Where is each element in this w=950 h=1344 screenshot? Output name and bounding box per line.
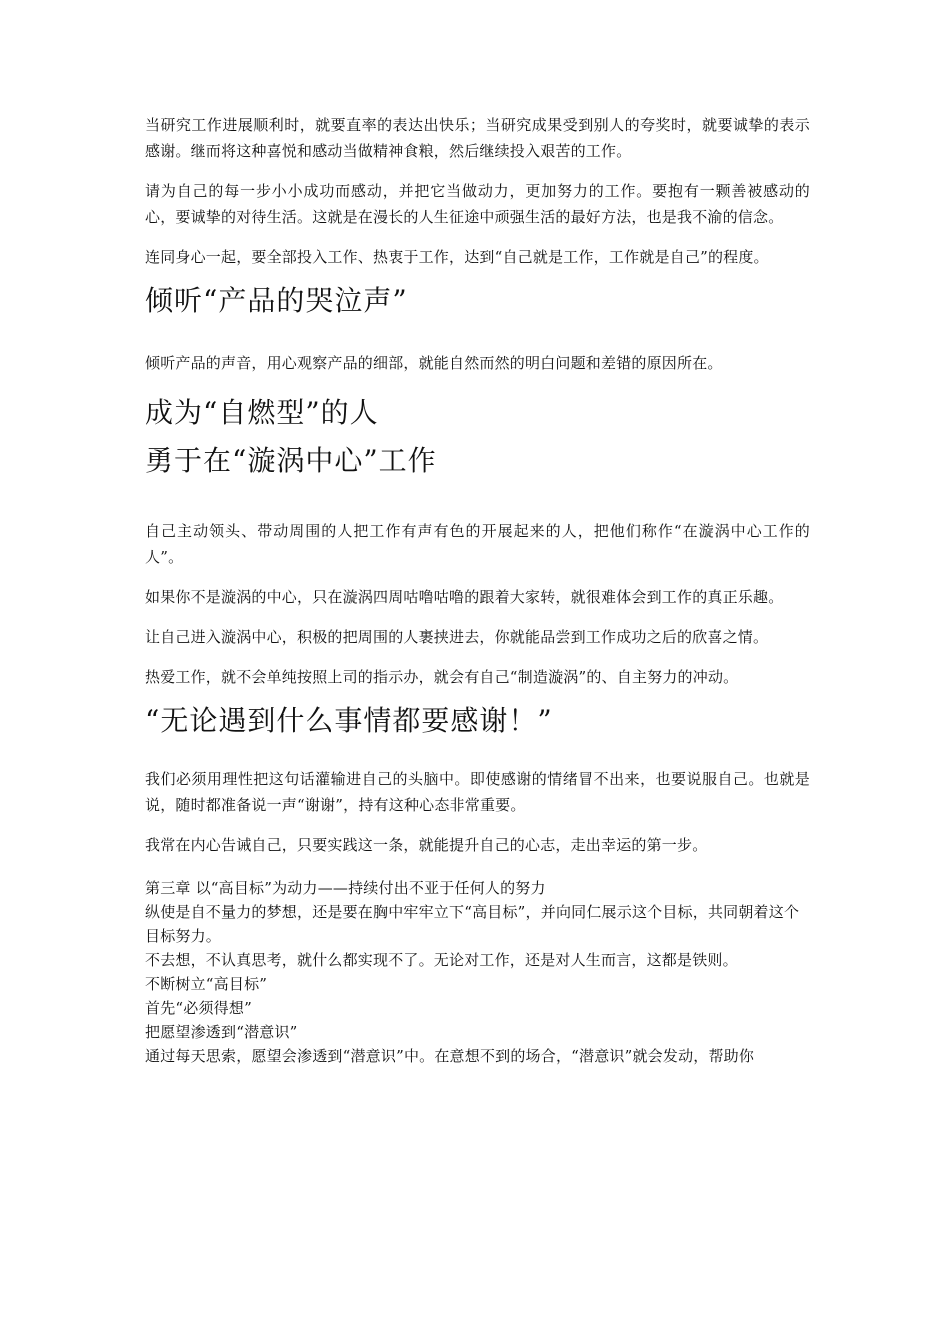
paragraph: 我常在内心告诫自己，只要实践这一条，就能提升自己的心志，走出幸运的第一步。 bbox=[145, 836, 708, 854]
text-line: 通过每天思索，愿望会渗透到“潜意识”中。在意想不到的场合，“潜意识”就会发动，帮助你 bbox=[145, 1047, 755, 1065]
subheading-line: 把愿望渗透到“潜意识” bbox=[145, 1023, 298, 1041]
document-body bbox=[145, 112, 810, 1068]
section-heading: 勇于在“漩涡中心”工作 bbox=[145, 444, 437, 477]
paragraph: 连同身心一起，要全部投入工作、热衷于工作，达到“自己就是工作，工作就是自己”的程度。 bbox=[145, 248, 769, 266]
section-heading: “无论遇到什么事情都要感谢！” bbox=[145, 704, 553, 737]
section-heading: 倾听“产品的哭泣声” bbox=[145, 284, 408, 317]
paragraph: 让自己进入漩涡中心，积极的把周围的人裹挟进去，你就能品尝到工作成功之后的欣喜之情。 bbox=[145, 628, 769, 646]
text-line: 纵使是自不量力的梦想，还是要在胸中牢牢立下“高目标”，并向同仁展示这个目标，共同朝着这个目标努力。 bbox=[145, 903, 800, 945]
paragraph: 热爱工作，就不会单纯按照上司的指示办，就会有自己“制造漩涡”的、自主努力的冲动。 bbox=[145, 668, 739, 686]
paragraph: 倾听产品的声音，用心观察产品的细部，就能自然而然的明白问题和差错的原因所在。 bbox=[145, 354, 723, 372]
paragraph: 当研究工作进展顺利时，就要直率的表达出快乐；当研究成果受到别人的夸奖时，就要诚挚的表示感谢。继而将这种喜悦和感动当做精神食粮，然后继续投入艰苦的工作。 bbox=[145, 116, 810, 160]
subheading-line: 不断树立“高目标” bbox=[145, 975, 268, 993]
text-line: 不去想，不认真思考，就什么都实现不了。无论对工作，还是对人生而言，这都是铁则。 bbox=[145, 951, 738, 969]
paragraph: 如果你不是漩涡的中心，只在漩涡四周咕噜咕噜的跟着大家转，就很难体会到工作的真正乐趣。 bbox=[145, 588, 784, 606]
chapter-title: 第三章 以“高目标”为动力——持续付出不亚于任何人的努力 bbox=[145, 879, 546, 897]
paragraph: 自己主动领头、带动周围的人把工作有声有色的开展起来的人，把他们称作“在漩涡中心工作的人”。 bbox=[145, 522, 810, 566]
section-heading: 成为“自燃型”的人 bbox=[145, 396, 379, 429]
subheading-line: 首先“必须得想” bbox=[145, 999, 252, 1017]
paragraph: 请为自己的每一步小小成功而感动，并把它当做动力，更加努力的工作。要抱有一颗善被感动的心，要诚挚的对待生活。这就是在漫长的人生征途中顽强生活的最好方法，也是我不渝的信念。 bbox=[145, 182, 810, 226]
paragraph: 我们必须用理性把这句话灌输进自己的头脑中。即使感谢的情绪冒不出来，也要说服自己。也就是说，随时都准备说一声“谢谢”，持有这种心态非常重要。 bbox=[145, 770, 810, 814]
